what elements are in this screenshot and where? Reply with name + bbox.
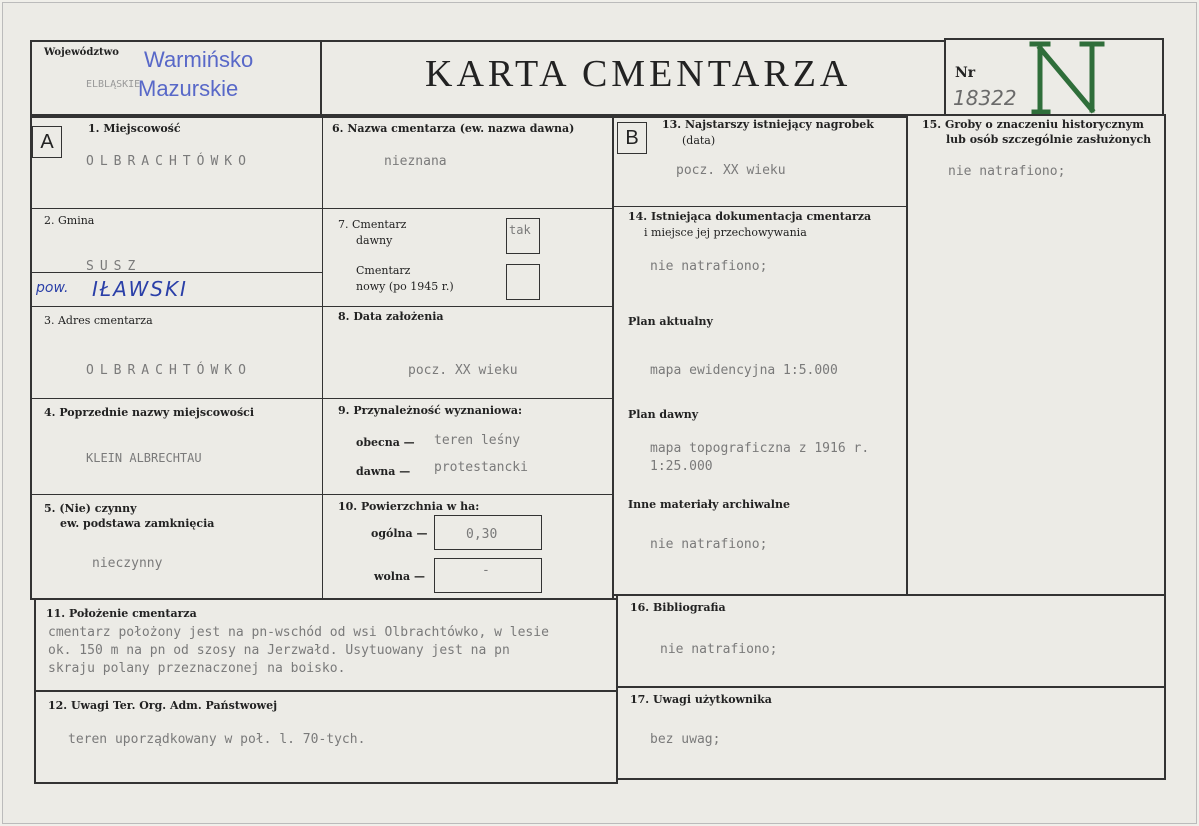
field-2-hand-prefix: pow.: [36, 280, 69, 296]
field-10-free-value: -: [482, 563, 490, 578]
field-14-label-line1: 14. Istniejąca dokumentacja cmentarza: [628, 210, 872, 223]
nr-mark-stamp: [1028, 40, 1106, 114]
field-13-label-line1: 13. Najstarszy istniejący nagrobek: [662, 118, 874, 131]
field-1-label: 1. Miejscowość: [88, 122, 181, 135]
field-15-label-line1: 15. Groby o znaczeniu historycznym: [922, 118, 1144, 131]
field-11-line2: ok. 150 m na pn od szosy na Jerzwałd. Usytuowany jest na pn: [48, 643, 510, 658]
field-10-total-label: ogólna —: [371, 527, 428, 540]
field-4-label: 4. Poprzednie nazwy miejscowości: [44, 406, 255, 419]
nr-value: 18322: [953, 86, 1017, 110]
field-7-label-line1: 7. Cmentarz: [338, 218, 407, 231]
plan-current-label: Plan aktualny: [628, 315, 713, 328]
voivodeship-label: Województwo: [44, 47, 119, 58]
plan-former-label: Plan dawny: [628, 408, 699, 421]
field-9-label: 9. Przynależność wyznaniowa:: [338, 404, 523, 417]
field-7-label-line2: dawny: [356, 234, 393, 247]
field-11-line3: skraju polany przeznaczonej na boisko.: [48, 661, 346, 676]
field-9-former-value: protestancki: [434, 460, 528, 475]
divider: [30, 208, 614, 209]
field-2-value: SUSZ: [86, 259, 142, 274]
nr-label: Nr: [955, 65, 976, 81]
field-10-free-label: wolna —: [374, 570, 425, 583]
field-9-former-label: dawna —: [356, 465, 411, 478]
field-5-label-line1: 5. (Nie) czynny: [44, 502, 137, 515]
field-16-label: 16. Bibliografia: [630, 601, 726, 614]
section-a-marker: A: [32, 126, 62, 158]
voivodeship-old-value: ELBLĄSKIE: [86, 79, 141, 90]
field-4-value: KLEIN ALBRECHTAU: [86, 451, 202, 465]
field-2-hand-value: IŁAWSKI: [92, 277, 188, 301]
divider: [612, 206, 908, 207]
field-9-current-value: teren leśny: [434, 433, 521, 448]
field-10-label: 10. Powierzchnia w ha:: [338, 500, 480, 513]
field-15-value: nie natrafiono;: [948, 164, 1066, 179]
field-1-value: OLBRACHTÓWKO: [86, 154, 252, 169]
field-2-label: 2. Gmina: [44, 214, 95, 227]
field-9-current-label: obecna —: [356, 436, 415, 449]
field-13-label-line2: (data): [682, 134, 716, 147]
divider: [322, 116, 323, 600]
field-6-value: nieznana: [384, 154, 447, 169]
field-3-value: OLBRACHTÓWKO: [86, 363, 252, 378]
field-6-label: 6. Nazwa cmentarza (ew. nazwa dawna): [332, 122, 575, 135]
section-b-box: [612, 116, 908, 596]
field-3-label: 3. Adres cmentarza: [44, 314, 153, 327]
field-8-value: pocz. XX wieku: [408, 363, 518, 378]
voivodeship-stamp-line1: Warmińsko: [144, 47, 254, 72]
field-8-label: 8. Data założenia: [338, 310, 444, 323]
field-17-label: 17. Uwagi użytkownika: [630, 693, 772, 706]
other-materials-label: Inne materiały archiwalne: [628, 498, 790, 511]
divider: [30, 306, 614, 307]
field-11-label: 11. Położenie cmentarza: [46, 607, 197, 620]
field-14-value: nie natrafiono;: [650, 259, 768, 274]
field-7-new-line2: nowy (po 1945 r.): [356, 280, 454, 293]
field-10-total-value: 0,30: [466, 527, 498, 542]
field-16-value: nie natrafiono;: [660, 642, 778, 657]
plan-current-value: mapa ewidencyjna 1:5.000: [650, 363, 838, 378]
field-13-value: pocz. XX wieku: [676, 163, 786, 178]
divider: [30, 494, 614, 495]
field-12-value: teren uporządkowany w poł. l. 70-tych.: [68, 732, 366, 747]
page-title: KARTA CMENTARZA: [425, 53, 852, 95]
field-12-label: 12. Uwagi Ter. Org. Adm. Państwowej: [48, 699, 278, 712]
field-5-value: nieczynny: [92, 556, 163, 571]
field-5-label-line2: ew. podstawa zamknięcia: [60, 517, 215, 530]
field-17-value: bez uwag;: [650, 732, 721, 747]
voivodeship-stamp-line2: Mazurskie: [138, 76, 239, 101]
field-11-line1: cmentarz położony jest na pn-wschód od wsi Olbrachtówko, w lesie: [48, 625, 549, 640]
field-15-box: [906, 114, 1166, 596]
field-7-new-line1: Cmentarz: [356, 264, 411, 277]
divider: [30, 272, 322, 273]
plan-former-line2: 1:25.000: [650, 459, 713, 474]
field-7-old-value: tak: [509, 223, 531, 237]
other-materials-value: nie natrafiono;: [650, 537, 768, 552]
new-cemetery-checkbox: [506, 264, 540, 300]
section-b-marker: B: [617, 122, 647, 154]
field-15-label-line2: lub osób szczególnie zasłużonych: [946, 133, 1152, 146]
plan-former-line1: mapa topograficzna z 1916 r.: [650, 441, 870, 456]
field-14-label-line2: i miejsce jej przechowywania: [644, 226, 807, 239]
divider: [30, 398, 614, 399]
